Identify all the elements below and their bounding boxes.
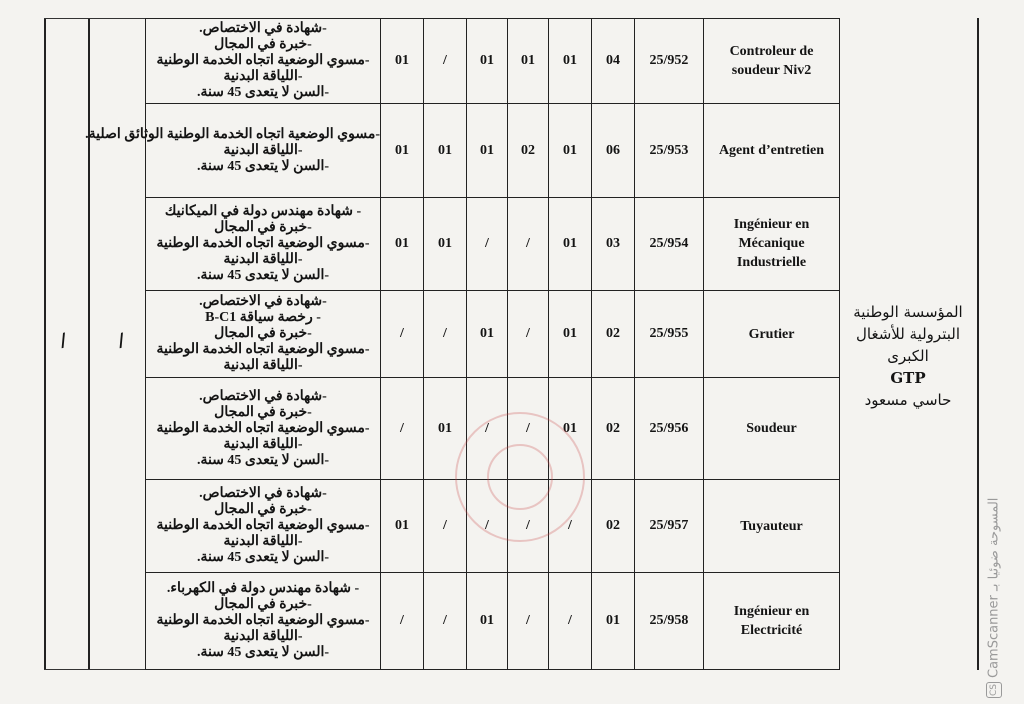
conditions-cell — [146, 378, 381, 480]
condition-line: -مسوي الوضعية اتجاه الخدمة الوطنية — [156, 342, 370, 358]
condition-line: -اللياقة البدنية — [223, 251, 303, 267]
count-cell: / — [381, 291, 424, 378]
condition-line: -خبرة في المجال — [214, 404, 312, 420]
condition-line: -السن لا يتعدى 45 سنة. — [196, 452, 330, 468]
top-border — [44, 18, 145, 19]
conditions-cell — [146, 573, 381, 670]
offer-code: 25/956 — [635, 378, 704, 480]
table-row — [146, 104, 840, 197]
count-cell: 01 — [381, 197, 424, 290]
job-title: Controleur de soudeur Niv2 — [704, 19, 840, 104]
count-cell: 03 — [592, 197, 635, 290]
count-cell: / — [424, 480, 467, 573]
table-row — [146, 291, 840, 378]
count-cell: / — [549, 573, 592, 670]
conditions-cell — [85, 104, 381, 197]
condition-line: -خبرة في المجال — [214, 597, 312, 613]
employer-abbr: GTP — [890, 369, 926, 387]
count-cell: / — [467, 197, 508, 290]
offer-code: 25/957 — [635, 480, 704, 573]
condition-line: -خبرة في المجال — [214, 219, 312, 235]
count-cell: 01 — [381, 104, 424, 197]
count-cell: 01 — [467, 291, 508, 378]
count-cell: / — [467, 480, 508, 573]
conditions-cell — [146, 480, 381, 573]
count-cell: 01 — [381, 19, 424, 104]
camscanner-icon: CS — [986, 682, 1002, 698]
count-cell: / — [424, 19, 467, 104]
offer-code: 25/958 — [635, 573, 704, 670]
column-divider — [88, 18, 90, 670]
job-title: Soudeur — [704, 378, 840, 480]
condition-line: -اللياقة البدنية — [223, 436, 303, 452]
offer-code: 25/955 — [635, 291, 704, 378]
condition-line: -مسوي الوضعية اتجاه الخدمة الوطنية — [156, 420, 370, 436]
count-cell: 01 — [592, 573, 635, 670]
condition-line: -خبرة في المجال — [214, 326, 312, 342]
empty-column-dash: / — [115, 329, 127, 352]
count-cell: 04 — [592, 19, 635, 104]
employer-name — [839, 301, 977, 411]
empty-column-dash: / — [57, 329, 69, 352]
count-cell: / — [508, 573, 549, 670]
left-border — [44, 18, 46, 670]
table-row — [146, 197, 840, 290]
condition-line: -السن لا يتعدى 45 سنة. — [196, 550, 330, 566]
condition-line: -السن لا يتعدى 45 سنة. — [196, 85, 330, 101]
condition-line: -اللياقة البدنية — [223, 142, 303, 158]
job-title: Agent d’entretien — [704, 104, 840, 197]
employer-line: المؤسسة الوطنية — [853, 303, 963, 321]
job-title: Ingénieur en Mécanique Industrielle — [704, 197, 840, 290]
condition-line: - شهادة مهندس دولة في الكهرباء. — [166, 581, 360, 597]
condition-line: -شهادة في الاختصاص. — [199, 388, 327, 404]
conditions-cell — [146, 291, 381, 378]
camscanner-watermark — [986, 498, 1002, 698]
count-cell: / — [508, 291, 549, 378]
condition-line: -مسوي الوضعية اتجاه الخدمة الوطنية — [156, 613, 370, 629]
employer-cell — [839, 18, 979, 670]
count-cell: 01 — [508, 19, 549, 104]
count-cell: 02 — [592, 291, 635, 378]
count-cell: 01 — [424, 197, 467, 290]
condition-line: - رخصة سياقة B-C1 — [205, 310, 321, 326]
count-cell: 02 — [592, 378, 635, 480]
job-title: Ingénieur en Electricité — [704, 573, 840, 670]
condition-line: -شهادة في الاختصاص. — [199, 486, 327, 502]
count-cell: / — [467, 378, 508, 480]
count-cell: 01 — [467, 19, 508, 104]
count-cell: 01 — [424, 378, 467, 480]
count-cell: 01 — [549, 197, 592, 290]
watermark-text: CamScanner المسوحة ضوئيا بـ — [986, 497, 1002, 678]
job-title: Grutier — [704, 291, 840, 378]
count-cell: / — [508, 378, 549, 480]
count-cell: 01 — [381, 480, 424, 573]
count-cell: 01 — [467, 573, 508, 670]
condition-line: - شهادة مهندس دولة في الميكانيك — [164, 203, 362, 219]
condition-line: -اللياقة البدنية — [223, 629, 303, 645]
count-cell: / — [381, 378, 424, 480]
offer-code: 25/954 — [635, 197, 704, 290]
offer-code: 25/953 — [635, 104, 704, 197]
positions-table — [85, 18, 840, 670]
count-cell: 01 — [549, 19, 592, 104]
table-row — [146, 573, 840, 670]
count-cell: / — [508, 480, 549, 573]
condition-line: -مسوي الوضعية اتجاه الخدمة الوطنية — [156, 235, 370, 251]
count-cell: 01 — [549, 104, 592, 197]
conditions-cell — [146, 197, 381, 290]
condition-line: -شهادة في الاختصاص. — [199, 21, 327, 37]
count-cell: / — [424, 291, 467, 378]
table-row — [146, 19, 840, 104]
condition-line: -خبرة في المجال — [214, 502, 312, 518]
condition-line: -اللياقة البدنية — [223, 534, 303, 550]
count-cell: 01 — [467, 104, 508, 197]
condition-line: -خبرة في المجال — [214, 37, 312, 53]
count-cell: / — [549, 480, 592, 573]
count-cell: 02 — [592, 480, 635, 573]
count-cell: 01 — [424, 104, 467, 197]
count-cell: / — [424, 573, 467, 670]
condition-line: -شهادة في الاختصاص. — [199, 294, 327, 310]
condition-line: -مسوي الوضعية اتجاه الخدمة الوطنية — [156, 53, 370, 69]
official-stamp — [455, 412, 585, 542]
conditions-cell — [146, 19, 381, 104]
count-cell: / — [381, 573, 424, 670]
count-cell: 01 — [549, 291, 592, 378]
condition-line: -اللياقة البدنية — [223, 69, 303, 85]
condition-line: -السن لا يتعدى 45 سنة. — [196, 267, 330, 283]
employer-line: البترولية للأشغال — [855, 325, 960, 343]
condition-line: -اللياقة البدنية — [223, 358, 303, 374]
condition-line: -مسوي الوضعية اتجاه الخدمة الوطنية الوثائق اصلية. — [85, 126, 380, 142]
employer-location: حاسي مسعود — [864, 391, 952, 409]
job-title: Tuyauteur — [704, 480, 840, 573]
condition-line: -مسوي الوضعية اتجاه الخدمة الوطنية — [156, 518, 370, 534]
condition-line: -السن لا يتعدى 45 سنة. — [196, 158, 330, 174]
condition-line: -السن لا يتعدى 45 سنة. — [196, 645, 330, 661]
employer-line: الكبرى — [887, 347, 929, 365]
stamp-inner-ring — [487, 444, 553, 510]
count-cell: 01 — [549, 378, 592, 480]
bottom-border — [44, 669, 145, 670]
count-cell: / — [508, 197, 549, 290]
offer-code: 25/952 — [635, 19, 704, 104]
count-cell: 06 — [592, 104, 635, 197]
count-cell: 02 — [508, 104, 549, 197]
